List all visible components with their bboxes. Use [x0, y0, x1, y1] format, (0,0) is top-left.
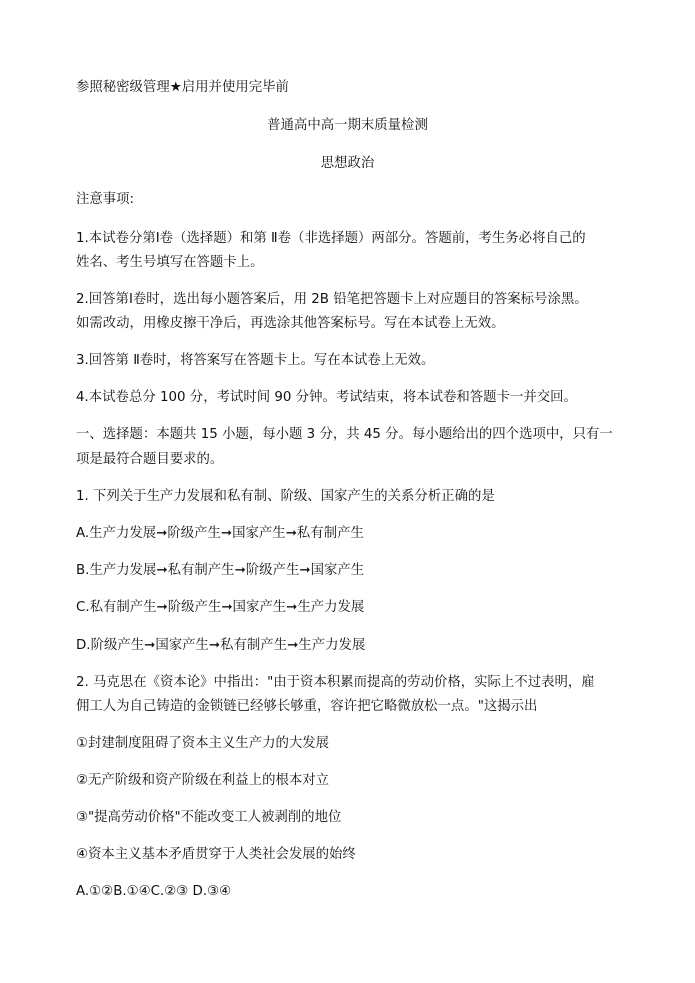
question-1-option-a: A.生产力发展➞阶级产生➞国家产生➞私有制产生 [76, 526, 364, 541]
question-2-statement-4: ④资本主义基本矛盾贯穿于人类社会发展的始终 [76, 847, 356, 862]
question-1-option-d: D.阶级产生➞国家产生➞私有制产生➞生产力发展 [76, 638, 366, 653]
question-2-statement-2: ②无产阶级和资产阶级在利益上的根本对立 [76, 773, 330, 788]
question-2-statement-3: ③"提高劳动价格"不能改变工人被剥削的地位 [76, 810, 342, 825]
instruction-4: 4.本试卷总分 100 分，考试时间 90 分钟。考试结束，将本试卷和答题卡一并交回。 [76, 390, 577, 405]
instruction-3: 3.回答第 Ⅱ卷时，将答案写在答题卡上。写在本试卷上无效。 [76, 353, 435, 368]
question-2-answer-choices: A.①②B.①④C.②③ D.③④ [76, 884, 232, 899]
instructions-heading: 注意事项: [76, 192, 135, 207]
question-1-option-c: C.私有制产生➞阶级产生➞国家产生➞生产力发展 [76, 600, 365, 615]
exam-title: 普通高中高一期末质量检测 [267, 118, 428, 133]
section-heading-line-1: 一、选择题：本题共 15 小题，每小题 3 分，共 45 分。每小题给出的四个选项中，只有一 [76, 427, 613, 442]
section-heading-line-2: 项是最符合题目要求的。 [76, 452, 224, 467]
question-2-stem-line-2: 佣工人为自己铸造的金锁链已经够长够重，容许把它略微放松一点。"这揭示出 [76, 699, 538, 714]
question-1-option-b: B.生产力发展➞私有制产生➞阶级产生➞国家产生 [76, 563, 365, 578]
exam-subject: 思想政治 [320, 156, 375, 171]
question-2-stem-line-1: 2. 马克思在《资本论》中指出："由于资本积累而提高的劳动价格，实际上不过表明，雇 [76, 675, 595, 690]
secret-notice: 参照秘密级管理★启用并使用完毕前 [76, 80, 289, 95]
instruction-2-line-2: 如需改动，用橡皮擦干净后，再选涂其他答案标号。写在本试卷上无效。 [76, 316, 505, 331]
instruction-1-line-1: 1.本试卷分第Ⅰ卷（选择题）和第 Ⅱ卷（非选择题）两部分。答题前，考生务必将自己的 [76, 231, 586, 246]
instruction-2-line-1: 2.回答第Ⅰ卷时，选出每小题答案后，用 2B 铅笔把答题卡上对应题目的答案标号涂黑。 [76, 292, 588, 307]
question-1-stem: 1. 下列关于生产力发展和私有制、阶级、国家产生的关系分析正确的是 [76, 489, 495, 504]
question-2-statement-1: ①封建制度阻碍了资本主义生产力的大发展 [76, 736, 330, 751]
instruction-1-line-2: 姓名、考生号填写在答题卡上。 [76, 255, 264, 270]
